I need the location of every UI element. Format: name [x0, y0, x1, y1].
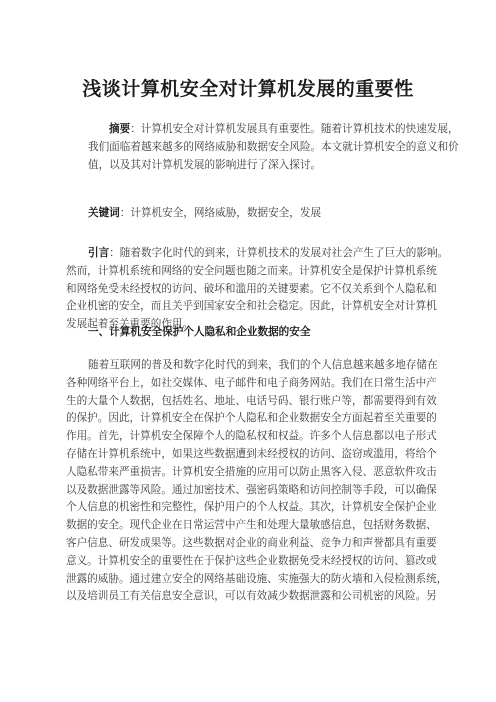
body-line: 人隐私带来严重损害。计算机安全措施的应用可以防止黑客入侵、恶意软件攻击: [66, 465, 437, 478]
keywords-text: ：计算机安全，网络威胁，数据安全，发展: [119, 207, 322, 219]
body-line: 数据的安全。现代企业在日常运营中产生和处理大量敏感信息，包括财务数据、: [66, 519, 437, 532]
abstract-label: 摘要: [109, 123, 131, 135]
section-body: [0, 357, 496, 606]
body-line: 各种网络平台上，如社交媒体、电子邮件和电子商务网站。我们在日常生活中产: [66, 376, 437, 389]
intro-line: 企业机密的安全，而且关乎到国家安全和社会稳定。因此，计算机安全对计算机: [66, 300, 437, 313]
abstract-line: [0, 121, 496, 139]
intro-label: 引言: [88, 247, 110, 259]
intro-text: ：随着数字化时代的到来，计算机技术的发展对社会产生了巨大的影响。: [109, 247, 449, 259]
body-line: 随着互联网的普及和数字化时代的到来，我们的个人信息越来越多地存储在: [88, 359, 438, 371]
abstract-text: ：计算机安全对计算机发展具有重要性。随着计算机技术的快速发展，: [130, 123, 459, 135]
body-line: 存储在计算机系统中，如果这些数据遭到未经授权的访问、盗窃或滥用，将给个: [66, 447, 437, 460]
body-line: 泄露的威胁。通过建立安全的网络基础设施、实施强大的防火墙和入侵检测系统，: [66, 572, 448, 585]
abstract-line: 我们面临着越来越多的网络威胁和数据安全风险。本文就计算机安全的意义和价: [88, 140, 459, 153]
body-line: 客户信息、研发成果等。这些数据对企业的商业利益、竞争力和声誉都具有重要: [66, 536, 437, 549]
intro-line: 发展起着至关重要的作用。: [66, 318, 194, 331]
abstract-block: [0, 121, 496, 174]
intro-block: [0, 245, 496, 334]
section-heading: 一、计算机安全保护个人隐私和企业数据的安全: [88, 326, 311, 338]
intro-line: 和网络免受未经授权的访问、破坏和滥用的关键要素。它不仅关系到个人隐私和: [66, 282, 437, 295]
body-line: 的保护。因此，计算机安全在保护个人隐私和企业数据安全方面起着至关重要的: [66, 412, 437, 425]
keywords-line: [0, 205, 496, 223]
body-line: 以及数据泄露等风险。通过加密技术、强密码策略和访问控制等手段，可以确保: [66, 483, 437, 496]
keywords-block: [0, 205, 496, 223]
body-line: 个人信息的机密性和完整性，保护用户的个人权益。其次，计算机安全保护企业: [66, 501, 437, 514]
intro-line: [0, 245, 496, 263]
abstract-line: 值，以及其对计算机发展的影响进行了深入探讨。: [88, 158, 322, 171]
body-line: 意义。计算机安全的重要性在于保护这些企业数据免受未经授权的访问、篡改或: [66, 554, 437, 567]
body-line: 作用。首先，计算机安全保障个人的隐私权和权益。许多个人信息都以电子形式: [66, 430, 437, 443]
body-line: 以及培训员工有关信息安全意识，可以有效减少数据泄露和公司机密的风险。另: [66, 590, 437, 603]
document-title: 浅谈计算机安全对计算机发展的重要性: [82, 78, 414, 100]
keywords-label: 关键词: [88, 207, 120, 219]
intro-line: 然而，计算机系统和网络的安全问题也随之而来。计算机安全是保护计算机系统: [66, 264, 437, 277]
body-line: 生的大量个人数据，包括姓名、地址、电话号码、银行账户等，都需要得到有效: [66, 394, 437, 407]
